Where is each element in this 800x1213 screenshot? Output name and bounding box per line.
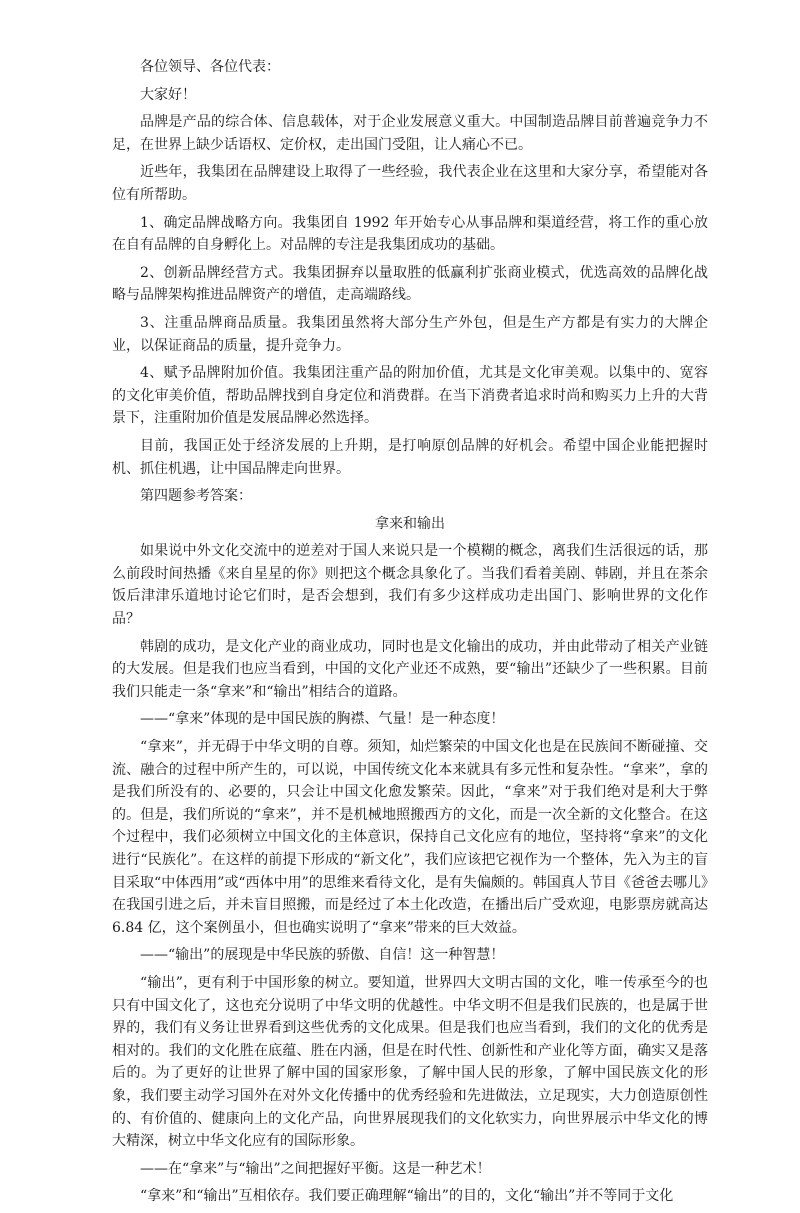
greeting: 大家好！ xyxy=(140,86,196,103)
document-body xyxy=(112,56,708,1213)
paragraph: 1、确定品牌战略方向。我集团自 1992 年开始专心从事品牌和渠道经营，将工作的重心放在自有品牌的自身孵化上。对品牌的专注是我集团成功的基础。 xyxy=(112,214,708,254)
paragraph: 品牌是产品的综合体、信息载体，对于企业发展意义重大。中国制造品牌目前普遍竞争力不足，在世界上缺少话语权、定价权，走出国门受阻，让人痛心不已。 xyxy=(112,114,708,153)
paragraph: 4、赋予品牌附加价值。我集团注重产品的附加价值，尤其是文化审美观。以集中的、宽容的文化审美价值，帮助品牌找到自身定位和消费群。在当下消费者追求时尚和购买力上升的大背景下，注重附加价值是发展品牌必然选择。 xyxy=(112,365,708,427)
salutation: 各位领导、各位代表： xyxy=(140,59,280,75)
essay-paragraph: “拿来”和“输出”互相依存。我们要正确理解“输出”的目的，文化“输出”并不等同于文化 xyxy=(140,1188,674,1205)
section-label: 第四题参考答案： xyxy=(140,488,252,505)
paragraph: 3、注重品牌商品质量。我集团虽然将大部分生产外包，但是生产方都是有实力的大牌企业，以保证商品的质量，提升竞争力。 xyxy=(112,314,708,354)
paragraph: 近些年，我集团在品牌建设上取得了一些经验，我代表企业在这里和大家分享，希望能对各位有所帮助。 xyxy=(112,164,708,203)
essay-subheading: ——“拿来”体现的是中国民族的胸襟、气量！是一种态度！ xyxy=(140,711,505,728)
essay-subheading: ——在“拿来”与“输出”之间把握好平衡。这是一种艺术！ xyxy=(140,1160,491,1177)
essay-paragraph: “输出”，更有利于中国形象的树立。要知道，世界四大文明古国的文化，唯一传承至今的也只有中国文化了，这也充分说明了中华文明的优越性。中华文明不但是我们民族的，也是属于世界的，我们有义务让世界看到这些优秀的文化成果。但是我们也应当看到，我们的文化的优秀是相对的。我们的文化胜在底蕴、胜在内涵，但是在时代性、创新性和产业化等方面，确实又是落后的。为了更好的让世界了解中国的国家形象，了解中国人民的形象，了解中国民族文化的形象，我们要主动学习国外在对外文化传播中的优秀经验和先进做法，立足现实，大力创造原创性的、有价值的、健康向上的文化产品，向世界展现我们的文化软实力，向世界展示中华文化的博大精深，树立中华文化应有的国际形象。 xyxy=(112,974,708,1150)
essay-paragraph: 如果说中外文化交流中的逆差对于国人来说只是一个模糊的概念，离我们生活很远的话，那么前段时间热播《来自星星的你》则把这个概念具象化了。当我们看着美剧、韩剧，并且在茶余饭后津津乐道地讨论它们时，是否会想到，我们有多少这样成功走出国门、影响世界的文化作品？ xyxy=(112,543,708,628)
essay-paragraph: 韩剧的成功，是文化产业的商业成功，同时也是文化输出的成功，并由此带动了相关产业链的大发展。但是我们也应当看到，中国的文化产业还不成熟，要“输出”还缺少了一些积累。目前我们只能走一条“拿来”和“输出”相结合的道路。 xyxy=(112,638,708,700)
essay-title: 拿来和输出 xyxy=(375,515,445,532)
essay-paragraph: “拿来”，并无碍于中华文明的自尊。须知，灿烂繁荣的中国文化也是在民族间不断碰撞、交流、融合的过程中所产生的，可以说，中国传统文化本来就具有多元性和复杂性。“拿来”，拿的是我们所没有的、必要的，只会让中国文化愈发繁荣。因此，“拿来”对于我们绝对是利大于弊的。但是，我们所说的“拿来”，并不是机械地照搬西方的文化，而是一次全新的文化整合。在这个过程中，我们必须树立中国文化的主体意识，保持自己文化应有的地位，坚持将“拿来”的文化进行“民族化”。在这样的前提下形成的“新文化”，我们应该把它视作为一个整体，先入为主的盲目采取“中体西用”或“西体中用”的思维来看待文化，是有失偏颇的。韩国真人节目《爸爸去哪儿》在我国引进之后，并未盲目照搬，而是经过了本土化改造，在播出后广受欢迎，电影票房就高达 6.84 亿，这个案例虽小，但也确实说明了“拿来”带来的巨大效益。 xyxy=(112,739,708,936)
essay-subheading: ——“输出”的展现是中华民族的骄傲、自信！这一种智慧！ xyxy=(140,947,505,964)
paragraph: 2、创新品牌经营方式。我集团摒弃以量取胜的低赢利扩张商业模式，优选高效的品牌化战略与品牌架构推进品牌资产的增值，走高端路线。 xyxy=(112,264,708,304)
paragraph: 目前，我国正处于经济发展的上升期，是打响原创品牌的好机会。希望中国企业能把握时机、抓住机遇，让中国品牌走向世界。 xyxy=(112,437,708,477)
